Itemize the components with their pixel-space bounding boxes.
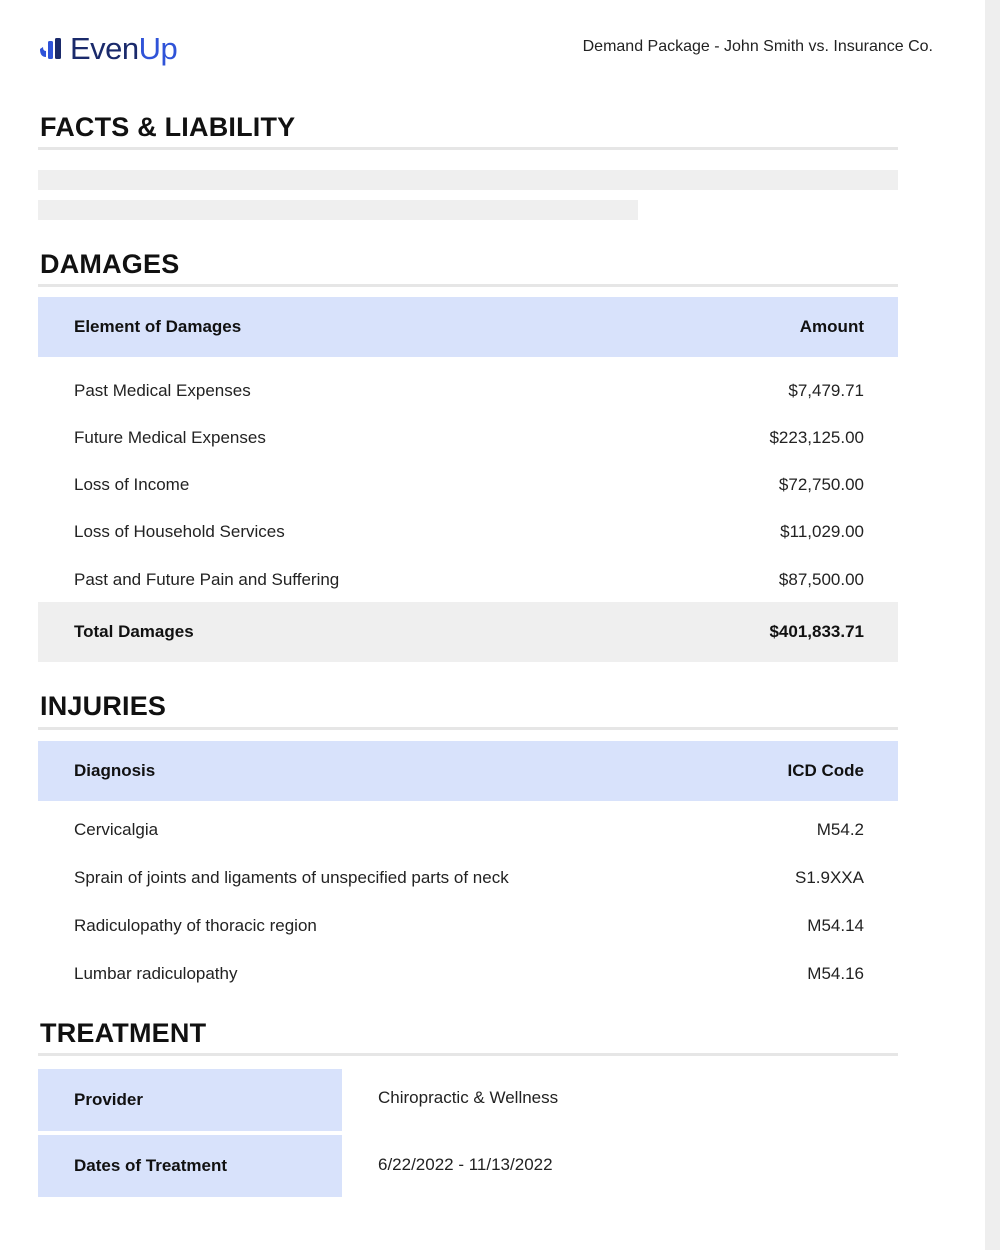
- icd-code: M54.2: [816, 820, 864, 839]
- diagnosis-text: Lumbar radiculopathy: [74, 964, 238, 983]
- icd-code: M54.16: [807, 964, 864, 983]
- document-header: [38, 28, 933, 70]
- evenup-bars-icon: [38, 35, 66, 63]
- damages-table-row: [38, 423, 898, 453]
- total-damages-amount: $401,833.71: [769, 622, 864, 641]
- column-header-icd-code: ICD Code: [787, 761, 864, 780]
- icd-code: S1.9XXA: [795, 868, 864, 887]
- column-header-amount: Amount: [799, 317, 864, 336]
- treatment-heading: TREATMENT: [40, 1018, 207, 1048]
- logo-text: [70, 31, 177, 67]
- provider-label-box: [38, 1069, 342, 1131]
- injuries-table-row: [38, 911, 898, 941]
- damage-element: Past Medical Expenses: [74, 381, 251, 400]
- column-header-element: Element of Damages: [74, 317, 242, 336]
- damages-heading: DAMAGES: [40, 249, 180, 279]
- section-divider: [38, 284, 898, 287]
- diagnosis-text: Radiculopathy of thoracic region: [74, 916, 317, 935]
- injuries-table-row: [38, 863, 898, 893]
- damage-amount: $7,479.71: [788, 381, 864, 400]
- document-title: Demand Package - John Smith vs. Insurance Co.: [582, 38, 933, 55]
- damage-element: Past and Future Pain and Suffering: [74, 570, 340, 589]
- column-header-diagnosis: Diagnosis: [74, 761, 156, 780]
- damage-element: Loss of Income: [74, 475, 190, 494]
- damage-amount: $72,750.00: [778, 475, 864, 494]
- logo-text-even: Even: [70, 31, 139, 66]
- damages-total-row: [38, 602, 898, 662]
- evenup-logo: [38, 28, 177, 70]
- section-divider: [38, 1053, 898, 1056]
- injuries-table-header: [38, 741, 898, 801]
- diagnosis-text: Sprain of joints and ligaments of unspecified parts of neck: [74, 868, 509, 887]
- section-divider: [38, 147, 898, 150]
- damages-table-row: [38, 470, 898, 500]
- damages-table-header: [38, 297, 898, 357]
- section-divider: [38, 727, 898, 730]
- facts-liability-heading: FACTS & LIABILITY: [40, 112, 296, 142]
- damage-element: Loss of Household Services: [74, 522, 285, 541]
- damage-amount: $11,029.00: [780, 522, 864, 541]
- injuries-table-row: [38, 815, 898, 845]
- damages-table-row: [38, 376, 898, 406]
- provider-label: Provider: [74, 1090, 143, 1109]
- total-damages-label: Total Damages: [74, 622, 194, 641]
- diagnosis-text: Cervicalgia: [74, 820, 159, 839]
- text-placeholder-line: [38, 170, 898, 190]
- damage-amount: $223,125.00: [769, 428, 864, 447]
- icd-code: M54.14: [807, 916, 864, 935]
- logo-text-up: Up: [138, 31, 178, 66]
- damages-table-row: [38, 565, 898, 595]
- dates-of-treatment-label: Dates of Treatment: [74, 1156, 228, 1175]
- dates-label-box: [38, 1135, 342, 1197]
- damage-element: Future Medical Expenses: [74, 428, 266, 447]
- text-placeholder-line: [38, 200, 638, 220]
- injuries-table-row: [38, 959, 898, 989]
- damage-amount: $87,500.00: [778, 570, 864, 589]
- dates-of-treatment-value: 6/22/2022 - 11/13/2022: [378, 1155, 553, 1174]
- injuries-heading: INJURIES: [40, 691, 167, 721]
- damages-table-row: [38, 517, 898, 547]
- provider-value: Chiropractic & Wellness: [378, 1088, 559, 1107]
